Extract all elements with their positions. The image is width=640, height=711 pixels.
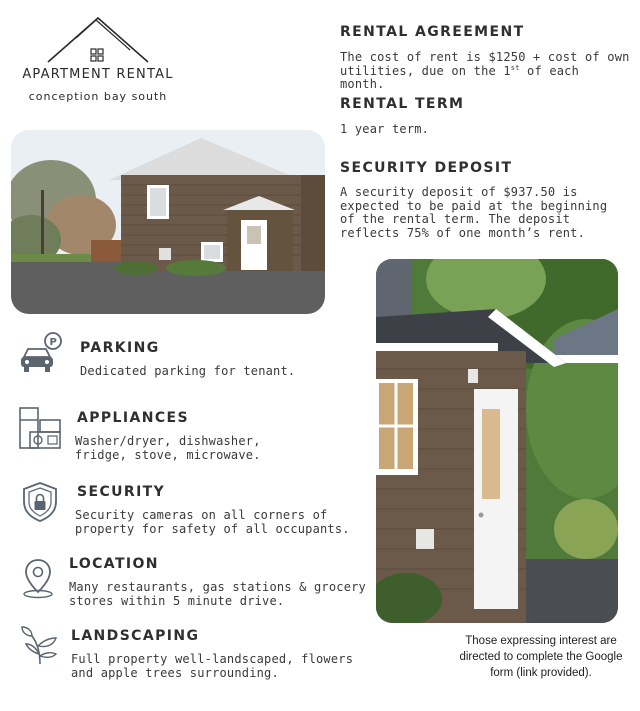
interest-note: Those expressing interest are directed to complete the Google form (link provided). [459,635,623,679]
location-pin-icon [16,556,60,600]
feature-description: Full property well-landscaped, flowers and apple trees surrounding. [71,652,354,680]
appliances-icon [18,406,62,450]
rental-agreement-text: The cost of rent is $1250 + cost of own utilities, due on the 1st of each month. [340,50,630,91]
feature-title: SECURITY [77,484,166,500]
house-roof-icon [46,16,150,64]
feature-title: PARKING [80,340,160,356]
feature-description: Dedicated parking for tenant. [80,364,296,378]
rental-term-heading: RENTAL TERM [340,96,465,112]
security-deposit-heading: SECURITY DEPOSIT [340,160,513,176]
rental-term-text: 1 year term. [340,122,430,136]
feature-title: APPLIANCES [77,410,189,426]
feature-title: LOCATION [69,556,159,572]
feature-title: LANDSCAPING [71,628,200,644]
rental-agreement-heading: RENTAL AGREEMENT [340,24,525,40]
brand-title: APARTMENT RENTAL [22,67,174,82]
feature-description: Many restaurants, gas stations & grocery stores within 5 minute drive. [69,580,366,608]
plant-sprout-icon [20,624,64,668]
feature-description: Security cameras on all corners of property for safety of all occupants. [75,508,350,536]
shed-photo [376,259,618,623]
svg-text:P: P [49,337,57,348]
feature-description: Washer/dryer, dishwasher, fridge, stove, microwave. [75,434,261,462]
brand-subtitle: conception bay south [28,90,168,103]
car-parking-icon [18,331,62,375]
shield-lock-icon [18,480,62,524]
security-deposit-text: A security deposit of $937.50 is expected to be paid at the beginning of the rental term. The deposit reflects 75% of one month’s rent. [340,185,608,240]
house-photo [11,130,325,314]
